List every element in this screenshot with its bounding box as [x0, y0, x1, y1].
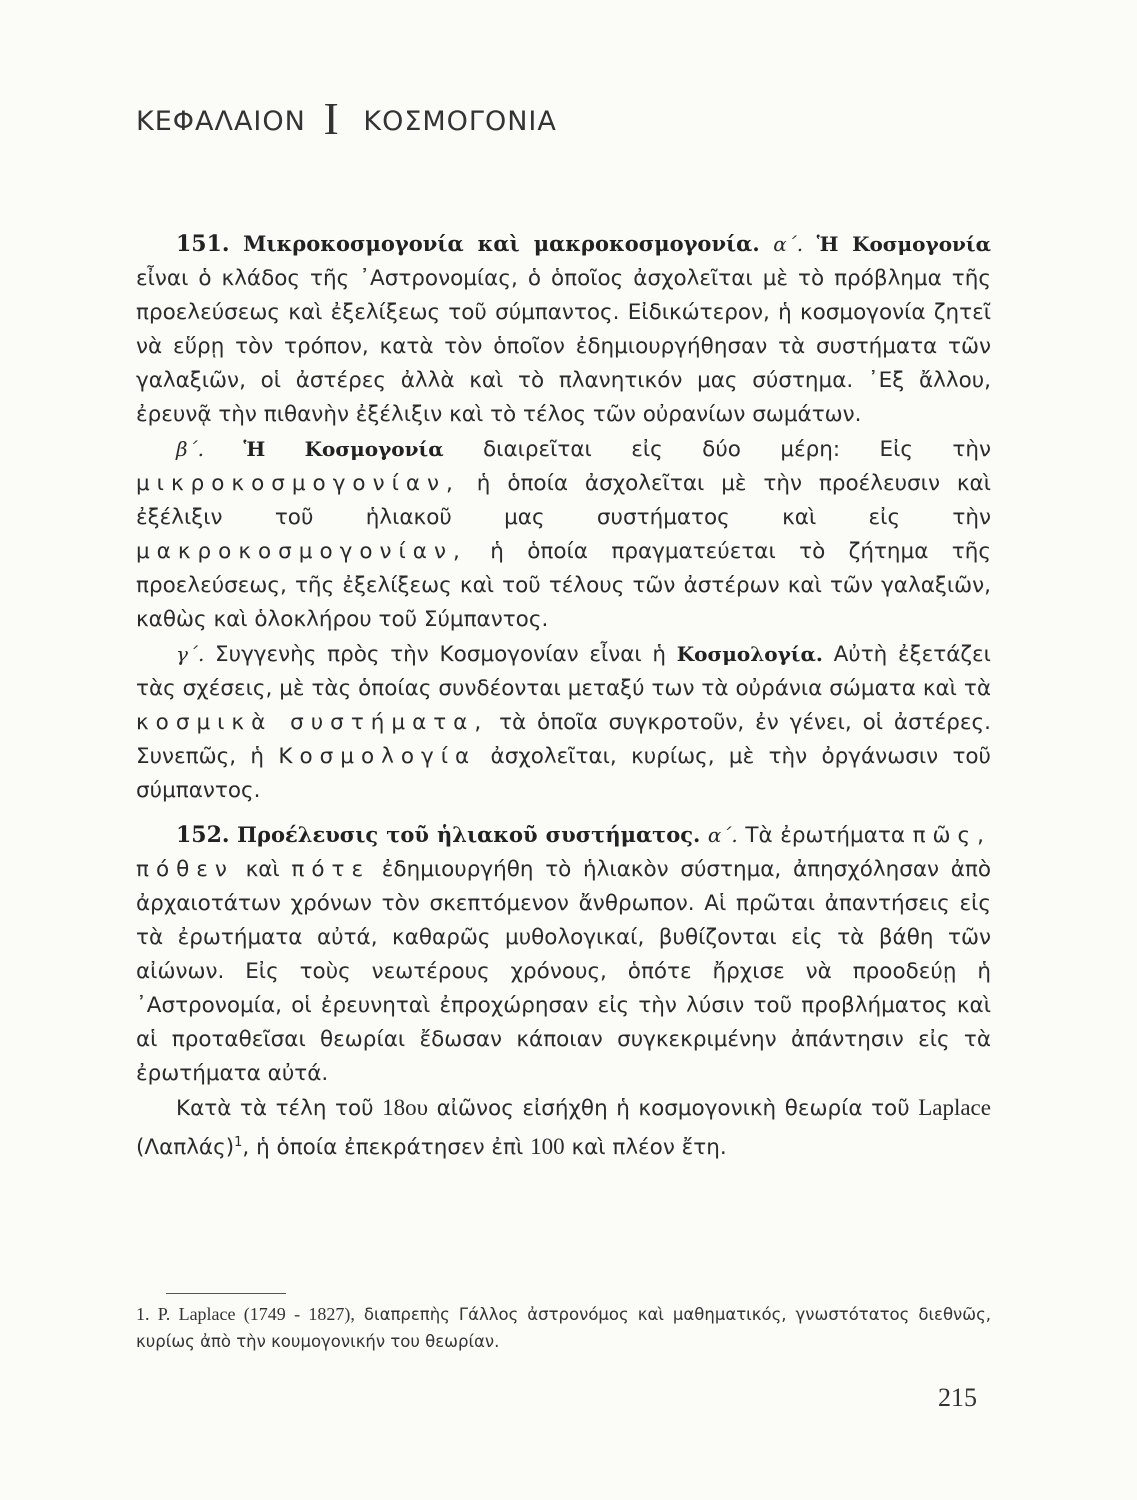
paragraph-151-c: [136, 637, 991, 808]
section-number-152: 152.: [176, 822, 230, 848]
paragraph-text: Τὰ ἐρωτήματα: [745, 823, 906, 848]
paragraph-text: ἀσχολεῖται, κυρίως, μὲ τὴν ὀργάνωσιν τοῦ σύμπαντος.: [136, 744, 991, 803]
spaced-term-mikrokosmogonia: μικροκοσμογονίαν,: [136, 471, 460, 496]
paragraph-text: (Λαπλάς): [136, 1135, 235, 1161]
footnote-text: διαπρεπὴς Γάλλος ἀστρονόμος καὶ μαθηματικός, γνωστότατος διεθνῶς, κυρίως ἀπὸ τὴν κουμογονικήν του θεωρίαν.: [136, 1305, 992, 1351]
paragraph-151-a: [136, 227, 991, 432]
spaced-term-kosmologia: Κοσμολογία: [278, 744, 477, 769]
footnote-marker: 1: [234, 1135, 243, 1150]
term-prefix: Ἡ: [243, 437, 266, 461]
spaced-term-pothen: πόθεν: [136, 857, 234, 882]
paragraph-text: ἡ ὁποία πραγματεύεται τὸ ζήτημα τῆς προελεύσεως, τῆς ἐξελίξεως καὶ τοῦ τέλους τῶν ἀστέρων καὶ τῶν γαλαξιῶν, καθὼς καὶ ὁλοκλήρου τοῦ Σύμπαντος.: [136, 539, 991, 632]
years-number: 100: [530, 1134, 565, 1160]
footnote-lead: 1. P. Laplace (1749 - 1827),: [136, 1304, 355, 1324]
chapter-numeral: I: [323, 93, 340, 144]
footnote-divider: [166, 1293, 286, 1294]
section-heading-152: Προέλευσις τοῦ ἡλιακοῦ συστήματος.: [237, 822, 701, 847]
paragraph-text: Αὐτὴ ἐξετάζει τὰς σχέσεις, μὲ τὰς ὁποίας συνδέονται μεταξύ των τὰ οὐράνια σώματα καὶ τὰ: [136, 642, 991, 701]
paragraph-text: ἡ ὁποία ἀσχολεῖται μὲ τὴν προέλευσιν καὶ ἐξέλιξιν τοῦ ἡλιακοῦ μας συστήματος καὶ εἰς τὴν: [136, 471, 991, 530]
paragraph-151-b: [136, 432, 991, 637]
chapter-title: ΚΟΣΜΟΓΟΝΙΑ: [363, 106, 557, 137]
term-kosmogonia: Κοσμογονία: [852, 232, 991, 256]
name-laplace: Laplace: [918, 1095, 991, 1120]
page-number: 215: [938, 1383, 977, 1412]
spaced-term-pote: πότε: [291, 857, 371, 882]
chapter-header: [136, 88, 557, 144]
main-text: [136, 227, 991, 1165]
term-kosmogonia: Κοσμογονία: [304, 437, 444, 461]
century-number: 18ου: [382, 1095, 429, 1120]
paragraph-text: διαιρεῖται εἰς δύο μέρη: Εἰς τὴν: [483, 437, 992, 462]
paragraph-152-a: [136, 818, 991, 1091]
paragraph-text: καὶ: [245, 857, 280, 882]
paragraph-text: Κατὰ τὰ τέλη τοῦ: [176, 1096, 374, 1121]
chapter-label: ΚΕΦΑΛΑΙΟΝ: [136, 106, 306, 137]
section-heading-151: Μικροκοσμογονία καὶ μακροκοσμογονία.: [243, 231, 760, 256]
term-prefix: Ἡ: [816, 232, 839, 256]
subsection-letter: β΄.: [176, 437, 204, 461]
paragraph-text: καὶ πλέον ἔτη.: [571, 1135, 727, 1161]
paragraph-text: , ἡ ὁποία ἐπεκράτησεν ἐπὶ: [242, 1135, 524, 1161]
paragraph-text: αἰῶνος εἰσήχθη ἡ κοσμογονικὴ θεωρία τοῦ: [436, 1096, 910, 1121]
section-number-151: 151.: [176, 231, 230, 257]
subsection-letter: α΄.: [773, 232, 804, 256]
paragraph-152-b: [136, 1091, 991, 1165]
footnote: [136, 1301, 991, 1355]
paragraph-text: εἶναι ὁ κλάδος τῆς ᾿Αστρονομίας, ὁ ὁποῖος ἀσχολεῖται μὲ τὸ πρόβλημα τῆς προελεύσεως καὶ ἐξελίξεως τοῦ σύμπαντος. Εἰδικώτερον, ἡ κοσμογονία ζητεῖ νὰ εὕρῃ τὸν τρόπον, κατὰ τὸν ὁποῖον ἐδημιουργήθησαν τὰ συστήματα τῶν γαλαξιῶν, οἱ ἀστέρες ἀλλὰ καὶ τὸ πλανητικόν μας σύστημα. ᾿Εξ ἄλλου, ἐρευνᾷ τὴν πιθανὴν ἐξέλιξιν καὶ τὸ τέλος τῶν οὐρανίων σωμάτων.: [136, 266, 991, 427]
spaced-term-makrokosmogonia: μακροκοσμογονίαν,: [136, 539, 467, 564]
spaced-term-pos: πῶς,: [912, 823, 991, 848]
paragraph-text: Συγγενὴς πρὸς τὴν Κοσμογονίαν εἶναι ἡ: [215, 642, 667, 667]
term-kosmologia: Κοσμολογία.: [676, 642, 823, 666]
paragraph-text: ἐδημιουργήθη τὸ ἡλιακὸν σύστημα, ἀπησχόλησαν ἀπὸ ἀρχαιοτάτων χρόνων τὸν σκεπτόμενον ἄνθρωπον. Αἱ πρῶται ἀπαντήσεις εἰς τὰ ἐρωτήματα αὐτά, καθαρῶς μυθολογικαί, βυθίζονται εἰς τὰ βάθη τῶν αἰώνων. Εἰς τοὺς νεωτέρους χρόνους, ὁπότε ἤρχισε νὰ προοδεύῃ ἡ ᾿Αστρονομία, οἱ ἐρευνηταὶ ἐπροχώρησαν εἰς τὴν λύσιν τοῦ προβλήματος καὶ αἱ προταθεῖσαι θεωρίαι ἔδωσαν κάποιαν συγκεκριμένην ἀπάντησιν εἰς τὰ ἐρωτήματα αὐτά.: [136, 857, 992, 1086]
subsection-letter: α΄.: [707, 823, 738, 847]
spaced-term-kosmika-systimata: κοσμικὰ συστήματα,: [136, 710, 489, 735]
subsection-letter: γ΄.: [176, 642, 205, 666]
paragraph-text: τὰ ὁποῖα συγκροτοῦν, ἐν γένει, οἱ ἀστέρες. Συνεπῶς, ἡ: [136, 710, 991, 769]
